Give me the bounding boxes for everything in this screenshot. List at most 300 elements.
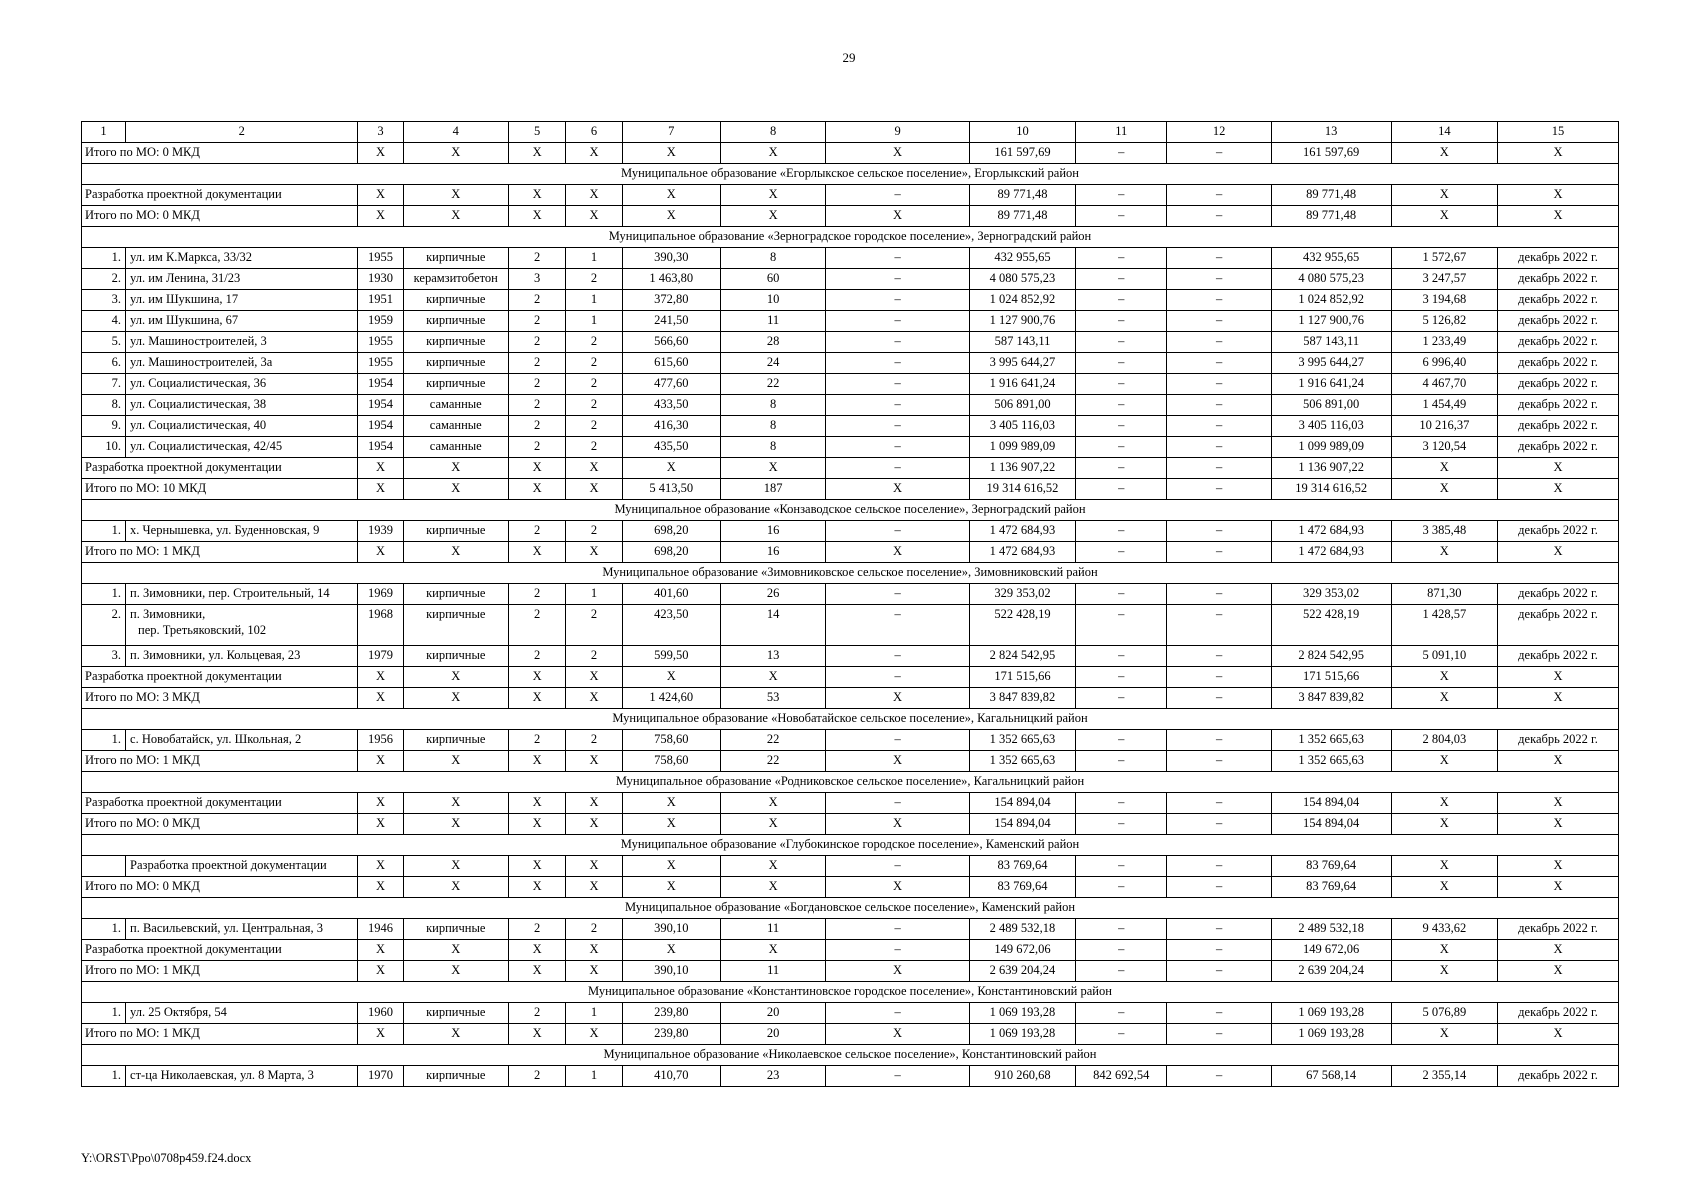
table-cell: кирпичные: [403, 605, 508, 646]
table-cell: 1 069 193,28: [969, 1024, 1075, 1045]
summary-row: [82, 814, 1619, 835]
table-cell: –: [1076, 542, 1167, 563]
row-label: Разработка проектной документации: [82, 667, 358, 688]
table-cell: Х: [1391, 877, 1497, 898]
table-cell: –: [1076, 311, 1167, 332]
table-cell: Х: [566, 143, 622, 164]
table-cell: керамзитобетон: [403, 269, 508, 290]
table-cell: –: [1076, 877, 1167, 898]
table-row: [82, 395, 1619, 416]
table-cell: 1 472 684,93: [969, 542, 1075, 563]
table-cell: –: [1076, 605, 1167, 646]
table-cell: 1930: [358, 269, 403, 290]
table-cell: 13: [720, 646, 825, 667]
table-cell: 5 091,10: [1391, 646, 1497, 667]
table-cell: –: [826, 395, 969, 416]
row-label: Итого по МО: 0 МКД: [82, 206, 358, 227]
table-cell: Х: [358, 1024, 403, 1045]
table-cell: –: [1076, 856, 1167, 877]
table-cell: –: [1076, 479, 1167, 500]
table-cell: –: [826, 667, 969, 688]
table-cell: 11: [720, 311, 825, 332]
table-cell: 1 472 684,93: [1271, 542, 1391, 563]
table-cell: 2 804,03: [1391, 730, 1497, 751]
row-number: 1.: [82, 919, 126, 940]
table-cell: 1 472 684,93: [969, 521, 1075, 542]
table-cell: –: [1167, 437, 1271, 458]
table-cell: Х: [720, 793, 825, 814]
table-cell: –: [826, 584, 969, 605]
summary-row: [82, 542, 1619, 563]
table-cell: Х: [720, 940, 825, 961]
column-number-header: 10: [969, 122, 1075, 143]
column-number-header: 13: [1271, 122, 1391, 143]
table-cell: Х: [1498, 751, 1619, 772]
table-cell: 67 568,14: [1271, 1066, 1391, 1087]
table-cell: кирпичные: [403, 584, 508, 605]
table-cell: 2: [508, 353, 565, 374]
table-cell: Х: [566, 793, 622, 814]
table-cell: 2: [508, 437, 565, 458]
table-cell: 615,60: [622, 353, 720, 374]
table-cell: –: [826, 793, 969, 814]
address-cell: ул. им К.Маркса, 33/32: [126, 248, 358, 269]
table-cell: –: [1167, 143, 1271, 164]
table-cell: Х: [403, 940, 508, 961]
table-cell: 910 260,68: [969, 1066, 1075, 1087]
table-cell: 154 894,04: [969, 793, 1075, 814]
section-row: [82, 772, 1619, 793]
table-cell: –: [1167, 961, 1271, 982]
table-cell: декабрь 2022 г.: [1498, 730, 1619, 751]
table-cell: Х: [403, 458, 508, 479]
table-cell: 1 428,57: [1391, 605, 1497, 646]
table-cell: Х: [1391, 458, 1497, 479]
table-row: [82, 1066, 1619, 1087]
table-cell: декабрь 2022 г.: [1498, 311, 1619, 332]
table-cell: Х: [508, 940, 565, 961]
table-cell: 2: [508, 1066, 565, 1087]
table-cell: Х: [566, 940, 622, 961]
table-cell: 1960: [358, 1003, 403, 1024]
address-cell: х. Чернышевка, ул. Буденновская, 9: [126, 521, 358, 542]
table-cell: –: [1076, 206, 1167, 227]
table-cell: декабрь 2022 г.: [1498, 353, 1619, 374]
table-cell: –: [1167, 311, 1271, 332]
table-cell: –: [1167, 458, 1271, 479]
table-cell: Х: [1498, 814, 1619, 835]
table-cell: –: [826, 437, 969, 458]
row-number-cell: [82, 856, 126, 877]
table-cell: 1 136 907,22: [1271, 458, 1391, 479]
table-cell: 506 891,00: [969, 395, 1075, 416]
table-cell: 758,60: [622, 751, 720, 772]
table-cell: 154 894,04: [1271, 793, 1391, 814]
table-row: [82, 1003, 1619, 1024]
table-cell: Х: [358, 814, 403, 835]
table-cell: Х: [566, 856, 622, 877]
table-row: [82, 584, 1619, 605]
table-cell: 1 069 193,28: [1271, 1024, 1391, 1045]
table-cell: декабрь 2022 г.: [1498, 521, 1619, 542]
address-line: п. Зимовники,: [130, 607, 206, 621]
row-number: 1.: [82, 730, 126, 751]
data-table: [81, 121, 1619, 1087]
table-row: [82, 353, 1619, 374]
table-cell: –: [1076, 353, 1167, 374]
table-cell: 2: [566, 353, 622, 374]
table-cell: Х: [566, 185, 622, 206]
table-cell: 758,60: [622, 730, 720, 751]
table-cell: 5 126,82: [1391, 311, 1497, 332]
table-cell: 1 233,49: [1391, 332, 1497, 353]
table-cell: 1 069 193,28: [1271, 1003, 1391, 1024]
table-cell: 2 639 204,24: [1271, 961, 1391, 982]
table-cell: Х: [1391, 667, 1497, 688]
table-cell: Х: [508, 877, 565, 898]
summary-row: [82, 479, 1619, 500]
table-cell: –: [1167, 206, 1271, 227]
table-cell: –: [826, 730, 969, 751]
footer-file-path: Y:\ORST\Ppo\0708p459.f24.docx: [81, 1151, 252, 1165]
table-cell: Х: [403, 751, 508, 772]
table-cell: –: [1167, 793, 1271, 814]
table-cell: 2 489 532,18: [1271, 919, 1391, 940]
column-number-header: 6: [566, 122, 622, 143]
table-cell: Х: [566, 961, 622, 982]
table-cell: 1959: [358, 311, 403, 332]
table-cell: 1 127 900,76: [1271, 311, 1391, 332]
row-number: 6.: [82, 353, 126, 374]
table-cell: Х: [358, 206, 403, 227]
table-cell: Х: [508, 542, 565, 563]
table-cell: 89 771,48: [1271, 206, 1391, 227]
table-cell: декабрь 2022 г.: [1498, 646, 1619, 667]
table-cell: –: [1076, 730, 1167, 751]
table-cell: 1970: [358, 1066, 403, 1087]
table-cell: Х: [358, 185, 403, 206]
table-cell: 3 385,48: [1391, 521, 1497, 542]
table-cell: Х: [508, 206, 565, 227]
table-cell: декабрь 2022 г.: [1498, 290, 1619, 311]
table-row: [82, 521, 1619, 542]
table-cell: 6 996,40: [1391, 353, 1497, 374]
table-cell: 1939: [358, 521, 403, 542]
table-cell: Х: [566, 206, 622, 227]
table-cell: кирпичные: [403, 290, 508, 311]
table-cell: 2: [566, 437, 622, 458]
table-cell: Х: [826, 1024, 969, 1045]
table-cell: –: [1167, 290, 1271, 311]
table-row: [82, 248, 1619, 269]
table-cell: 16: [720, 521, 825, 542]
summary-row: [82, 877, 1619, 898]
table-cell: 14: [720, 605, 825, 646]
table-cell: –: [1167, 1066, 1271, 1087]
table-cell: Х: [1391, 940, 1497, 961]
table-cell: Х: [508, 1024, 565, 1045]
table-cell: 2: [566, 374, 622, 395]
row-number: 3.: [82, 646, 126, 667]
table-cell: 3 120,54: [1391, 437, 1497, 458]
table-cell: Х: [622, 856, 720, 877]
table-cell: Х: [358, 667, 403, 688]
table-cell: –: [1167, 877, 1271, 898]
table-cell: Х: [566, 814, 622, 835]
table-cell: Х: [403, 206, 508, 227]
table-cell: кирпичные: [403, 353, 508, 374]
row-number: 2.: [82, 269, 126, 290]
table-cell: 401,60: [622, 584, 720, 605]
table-cell: 241,50: [622, 311, 720, 332]
table-cell: 2: [508, 374, 565, 395]
table-cell: 154 894,04: [969, 814, 1075, 835]
row-number: 1.: [82, 521, 126, 542]
table-cell: Х: [1498, 856, 1619, 877]
table-cell: Х: [622, 877, 720, 898]
table-cell: –: [1167, 332, 1271, 353]
table-cell: 161 597,69: [1271, 143, 1391, 164]
table-cell: 149 672,06: [969, 940, 1075, 961]
table-cell: Х: [720, 856, 825, 877]
table-cell: Х: [508, 961, 565, 982]
row-label: Итого по МО: 1 МКД: [82, 1024, 358, 1045]
summary-row: [82, 688, 1619, 709]
table-cell: –: [1076, 940, 1167, 961]
table-cell: –: [1076, 1024, 1167, 1045]
table-cell: 2 824 542,95: [969, 646, 1075, 667]
table-cell: 19 314 616,52: [969, 479, 1075, 500]
table-cell: –: [1076, 919, 1167, 940]
row-label: Итого по МО: 1 МКД: [82, 961, 358, 982]
table-cell: Х: [622, 206, 720, 227]
table-cell: 433,50: [622, 395, 720, 416]
table-cell: Х: [1498, 961, 1619, 982]
table-cell: –: [1076, 521, 1167, 542]
row-label: Итого по МО: 1 МКД: [82, 542, 358, 563]
table-cell: 2: [508, 730, 565, 751]
column-number-header: 14: [1391, 122, 1497, 143]
table-cell: 161 597,69: [969, 143, 1075, 164]
table-cell: 4 467,70: [1391, 374, 1497, 395]
table-cell: –: [1076, 458, 1167, 479]
table-cell: 2 355,14: [1391, 1066, 1497, 1087]
table-cell: 3: [508, 269, 565, 290]
table-cell: –: [1167, 646, 1271, 667]
table-cell: 22: [720, 374, 825, 395]
row-number: 7.: [82, 374, 126, 395]
table-cell: Х: [622, 458, 720, 479]
table-cell: –: [826, 458, 969, 479]
table-cell: –: [1076, 793, 1167, 814]
table-cell: Х: [358, 542, 403, 563]
table-cell: 506 891,00: [1271, 395, 1391, 416]
address-cell: ул. Социалистическая, 40: [126, 416, 358, 437]
section-row: [82, 835, 1619, 856]
table-cell: Х: [1391, 143, 1497, 164]
table-cell: Х: [720, 143, 825, 164]
table-cell: –: [1076, 688, 1167, 709]
table-cell: декабрь 2022 г.: [1498, 374, 1619, 395]
table-cell: Х: [1391, 542, 1497, 563]
table-cell: Х: [358, 877, 403, 898]
table-row: [82, 290, 1619, 311]
table-row: [82, 311, 1619, 332]
table-cell: Х: [1498, 877, 1619, 898]
table-cell: 11: [720, 961, 825, 982]
table-cell: –: [1076, 646, 1167, 667]
table-cell: 3 405 116,03: [969, 416, 1075, 437]
section-row: [82, 227, 1619, 248]
table-cell: Х: [826, 961, 969, 982]
table-cell: Х: [826, 542, 969, 563]
table-cell: 416,30: [622, 416, 720, 437]
summary-row: [82, 143, 1619, 164]
table-cell: Х: [566, 751, 622, 772]
column-number-header: 15: [1498, 122, 1619, 143]
table-cell: 1969: [358, 584, 403, 605]
table-cell: Х: [720, 667, 825, 688]
table-row: [82, 416, 1619, 437]
summary-row: [82, 206, 1619, 227]
table-cell: 3 995 644,27: [969, 353, 1075, 374]
table-cell: саманные: [403, 395, 508, 416]
table-cell: Х: [826, 143, 969, 164]
table-cell: –: [1076, 185, 1167, 206]
table-cell: 2: [508, 919, 565, 940]
table-cell: 20: [720, 1003, 825, 1024]
table-cell: –: [1076, 416, 1167, 437]
row-label: Итого по МО: 10 МКД: [82, 479, 358, 500]
address-cell: [126, 605, 358, 646]
table-cell: Х: [358, 793, 403, 814]
table-cell: –: [1167, 185, 1271, 206]
table-cell: 22: [720, 730, 825, 751]
table-cell: 477,60: [622, 374, 720, 395]
table-cell: 28: [720, 332, 825, 353]
table-cell: Х: [1498, 458, 1619, 479]
column-number-header: 12: [1167, 122, 1271, 143]
section-row: [82, 709, 1619, 730]
table-cell: 1: [566, 584, 622, 605]
table-cell: –: [1167, 751, 1271, 772]
table-cell: 2: [566, 919, 622, 940]
table-cell: 1 352 665,63: [969, 751, 1075, 772]
summary-row: [82, 793, 1619, 814]
column-number-header: 2: [126, 122, 358, 143]
table-cell: –: [1167, 542, 1271, 563]
table-cell: 329 353,02: [1271, 584, 1391, 605]
page-number: 29: [842, 50, 856, 65]
table-cell: 2: [508, 646, 565, 667]
table-cell: 2: [566, 395, 622, 416]
table-cell: –: [1167, 730, 1271, 751]
section-row: [82, 898, 1619, 919]
column-number-header: 11: [1076, 122, 1167, 143]
table-cell: Х: [403, 856, 508, 877]
table-row: [82, 437, 1619, 458]
table-cell: 2 824 542,95: [1271, 646, 1391, 667]
table-cell: Х: [1498, 1024, 1619, 1045]
table-cell: Х: [1391, 751, 1497, 772]
table-cell: 10 216,37: [1391, 416, 1497, 437]
row-label: Итого по МО: 1 МКД: [82, 751, 358, 772]
table-cell: Х: [1391, 688, 1497, 709]
table-cell: Х: [1391, 479, 1497, 500]
table-cell: 16: [720, 542, 825, 563]
table-cell: 587 143,11: [1271, 332, 1391, 353]
table-cell: 3 847 839,82: [969, 688, 1075, 709]
table-cell: Х: [403, 143, 508, 164]
table-cell: саманные: [403, 437, 508, 458]
section-title: Муниципальное образование «Зимовниковское сельское поселение», Зимовниковский район: [82, 563, 1619, 584]
table-cell: 83 769,64: [969, 856, 1075, 877]
table-cell: 171 515,66: [969, 667, 1075, 688]
table-cell: 2: [566, 521, 622, 542]
table-cell: кирпичные: [403, 1003, 508, 1024]
table-cell: 3 194,68: [1391, 290, 1497, 311]
summary-row: [82, 961, 1619, 982]
table-cell: 1 352 665,63: [1271, 751, 1391, 772]
table-cell: –: [826, 332, 969, 353]
table-cell: 1 127 900,76: [969, 311, 1075, 332]
table-cell: Х: [826, 814, 969, 835]
table-cell: кирпичные: [403, 646, 508, 667]
table-cell: 171 515,66: [1271, 667, 1391, 688]
table-cell: 1955: [358, 248, 403, 269]
table-cell: –: [1076, 751, 1167, 772]
table-row: [82, 269, 1619, 290]
table-cell: 5 076,89: [1391, 1003, 1497, 1024]
table-cell: кирпичные: [403, 1066, 508, 1087]
table-cell: 2: [508, 248, 565, 269]
section-title: Муниципальное образование «Зерноградское городское поселение», Зерноградский район: [82, 227, 1619, 248]
table-cell: Х: [622, 940, 720, 961]
table-cell: 1 024 852,92: [1271, 290, 1391, 311]
table-cell: 522 428,19: [1271, 605, 1391, 646]
summary-row: [82, 667, 1619, 688]
table-cell: 1 099 989,09: [1271, 437, 1391, 458]
table-cell: саманные: [403, 416, 508, 437]
table-cell: Х: [358, 143, 403, 164]
table-cell: 3 847 839,82: [1271, 688, 1391, 709]
table-cell: Х: [1391, 793, 1497, 814]
table-cell: 1 136 907,22: [969, 458, 1075, 479]
address-cell: с. Новобатайск, ул. Школьная, 2: [126, 730, 358, 751]
table-cell: декабрь 2022 г.: [1498, 437, 1619, 458]
table-cell: –: [826, 311, 969, 332]
table-cell: –: [1167, 856, 1271, 877]
table-cell: 1956: [358, 730, 403, 751]
address-cell: п. Зимовники, ул. Кольцевая, 23: [126, 646, 358, 667]
row-label: Разработка проектной документации: [126, 856, 358, 877]
table-cell: 83 769,64: [1271, 856, 1391, 877]
address-cell: ул. Машиностроителей, 3а: [126, 353, 358, 374]
table-row: [82, 646, 1619, 667]
table-cell: –: [1076, 1003, 1167, 1024]
row-number: 9.: [82, 416, 126, 437]
table-cell: –: [1167, 416, 1271, 437]
table-cell: 871,30: [1391, 584, 1497, 605]
table-cell: Х: [1391, 185, 1497, 206]
table-cell: –: [826, 269, 969, 290]
table-cell: Х: [566, 542, 622, 563]
table-cell: Х: [403, 877, 508, 898]
table-cell: Х: [508, 185, 565, 206]
table-cell: 8: [720, 437, 825, 458]
table-cell: 1: [566, 311, 622, 332]
table-cell: –: [1076, 143, 1167, 164]
